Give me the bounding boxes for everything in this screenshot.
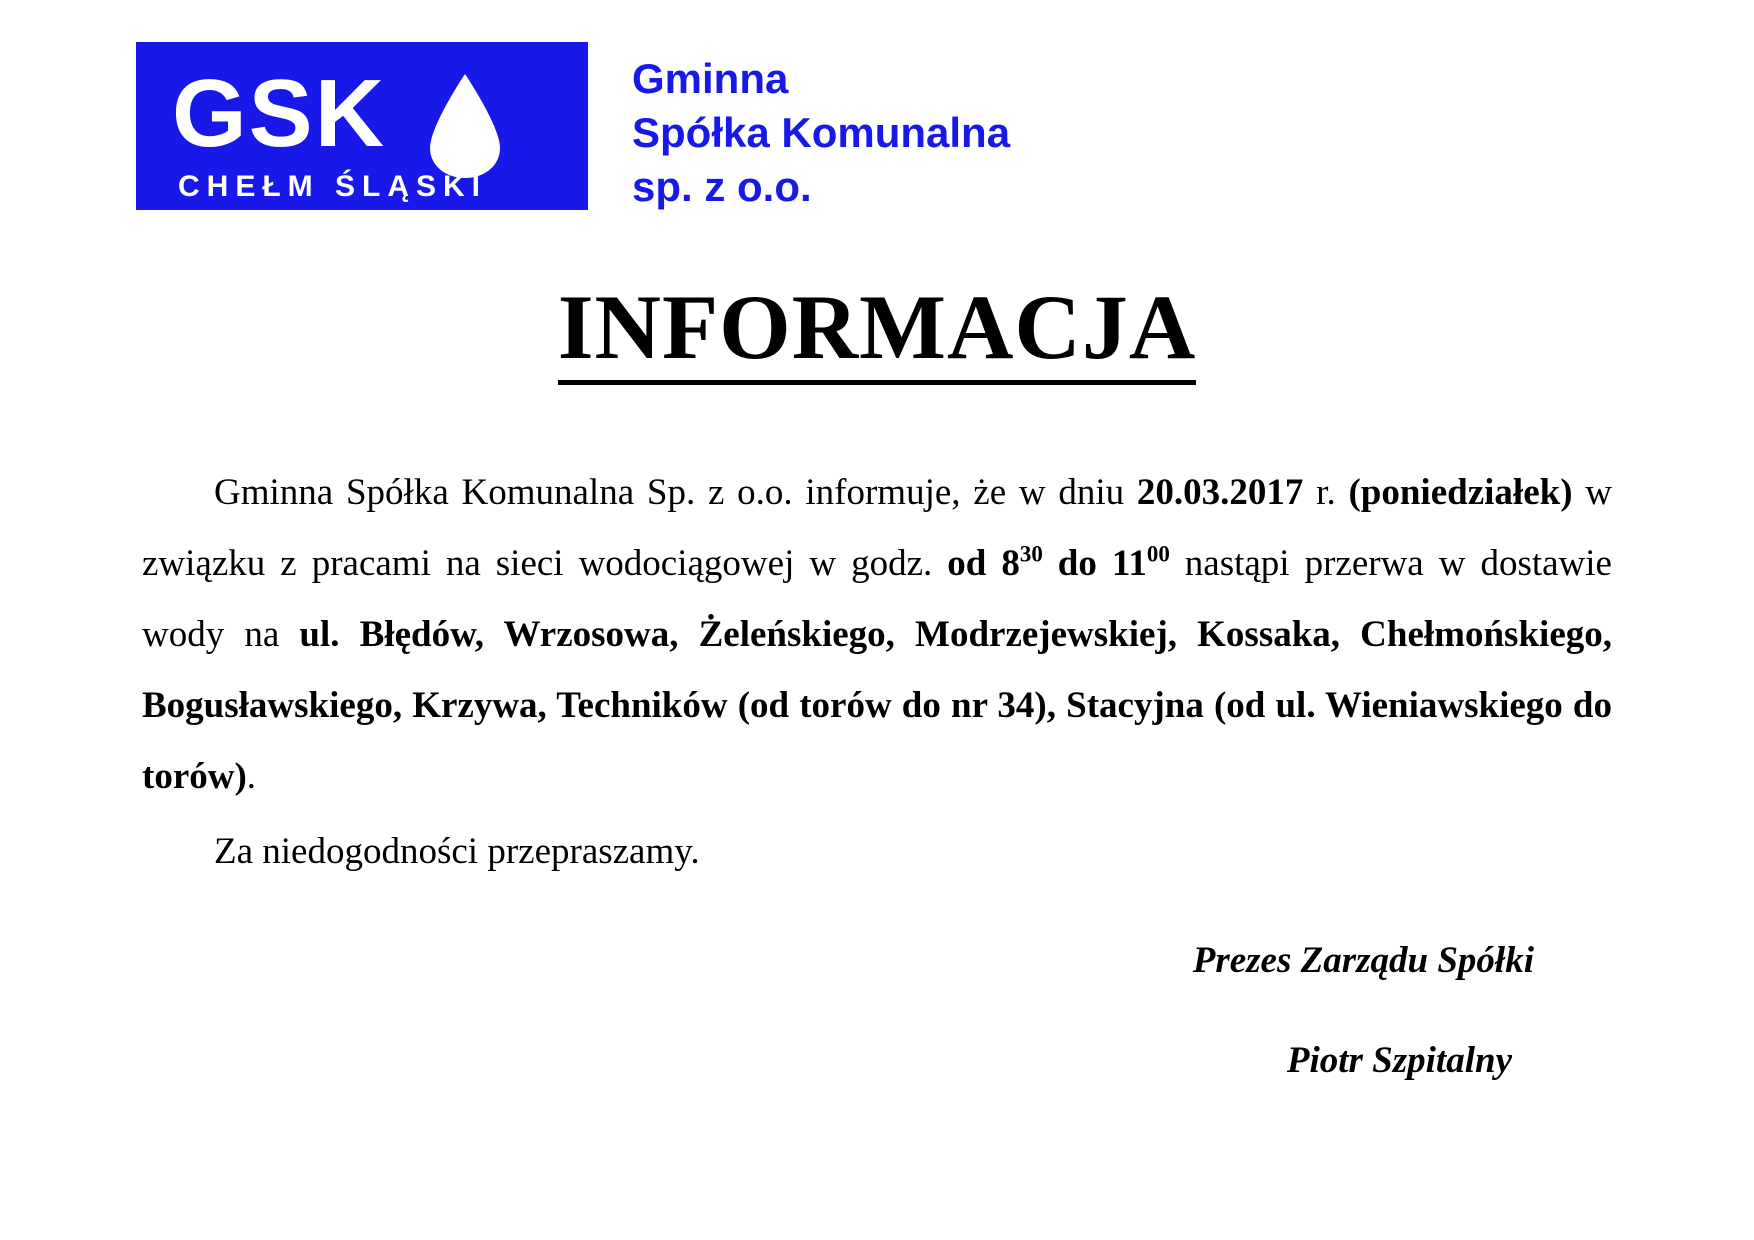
logo-wordmark: GSK [172, 60, 387, 167]
notice-text-intro: Gminna Spółka Komunalna Sp. z o.o. informuje, że w dniu [214, 471, 1137, 513]
document-body [142, 457, 1612, 887]
company-name-line-2: Spółka Komunalna [632, 108, 1011, 156]
notice-time-from: od 8 [947, 542, 1020, 584]
signature-role: Prezes Zarządu Spółki [1192, 940, 1534, 982]
company-name-block [632, 42, 1010, 213]
gsk-logo [136, 42, 588, 210]
signature-name: Piotr Szpitalny [1286, 1040, 1512, 1082]
notice-street-list: ul. Błędów, Wrzosowa, Żeleńskiego, Modrzejewskiej, Kossaka, Chełmońskiego, Bogusławskiego, Krzywa, Techników (od torów do nr 34), Stacyjna (od ul. Wieniawskiego do torów) [142, 613, 1612, 797]
page-title-wrapper [0, 276, 1754, 385]
document-header [0, 0, 1754, 213]
notice-time-from-minutes: 30 [1019, 541, 1043, 567]
company-name-line-3: sp. z o.o. [632, 162, 812, 210]
company-name-line-1: Gminna [632, 55, 789, 102]
notice-text-after-date: r. [1303, 471, 1349, 513]
notice-weekday: (poniedziałek) [1348, 471, 1573, 513]
notice-time-range [947, 543, 1170, 584]
notice-text-works: w związku z pracami na sieci wodociągowej w godz. [142, 471, 1612, 584]
page-title: INFORMACJA [558, 279, 1197, 385]
water-drop-icon [424, 72, 506, 180]
notice-time-to: do 11 [1042, 542, 1147, 584]
notice-paragraph [142, 457, 1612, 812]
signature-block [0, 937, 1534, 1085]
notice-text-end: . [246, 755, 257, 797]
apology-paragraph: Za niedogodności przepraszamy. [214, 831, 700, 872]
notice-date: 20.03.2017 [1136, 471, 1304, 513]
logo-subtitle: CHEŁM ŚLĄSKI [178, 170, 487, 203]
notice-text-outage: nastąpi przerwa w dostawie wody na [142, 542, 1612, 655]
notice-time-to-minutes: 00 [1146, 541, 1170, 567]
